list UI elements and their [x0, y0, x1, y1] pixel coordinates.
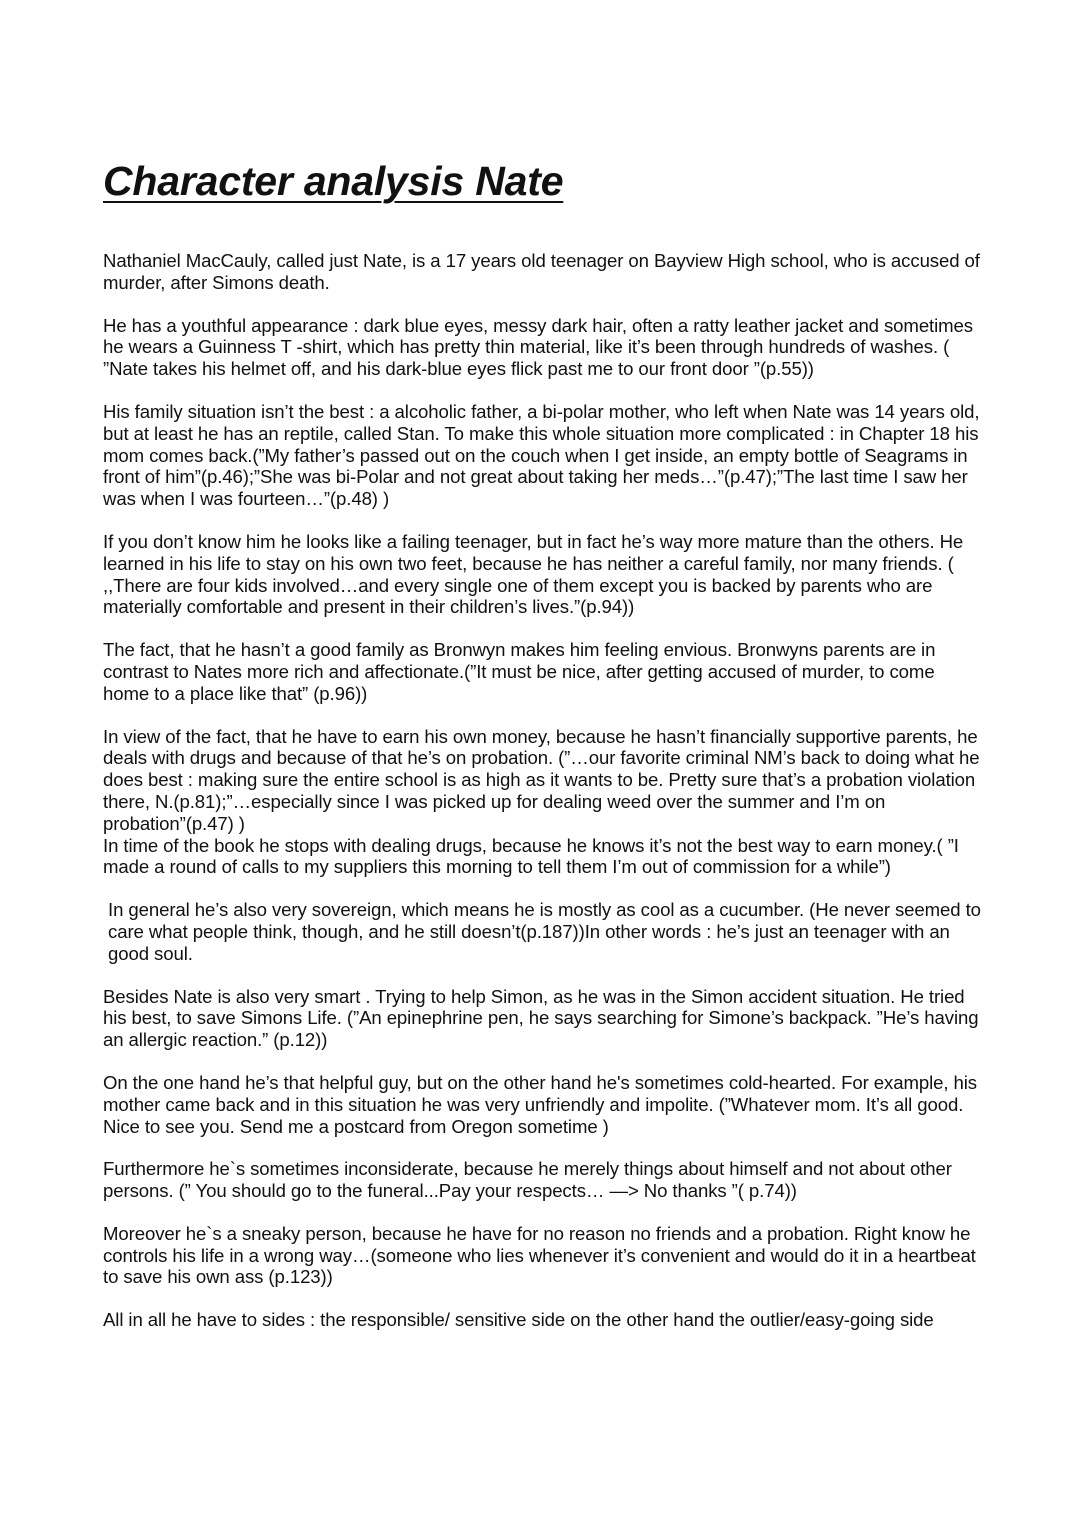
paragraph-family-situation: His family situation isn’t the best : a alcoholic father, a bi-polar mother, who left when Nate was 14 years old, but at least he has an reptile, called Stan. To make this whole situation more complicated : in Chapter 18 his mom comes back.(”My father’s passed out on the couch when I get inside, an empty bottle of Seagrams in front of him”(p.46);”She was bi-Polar and not great about taking her meds…”(p.47);”The last time I saw her was when I was fourteen…”(p.48) ) — [103, 400, 980, 510]
paragraph-maturity: If you don’t know him he looks like a failing teenager, but in fact he’s way more mature than the others. He learned in his life to stay on his own two feet, because he has neither a careful family, nor many friends. ( ,,There are four kids involved…and every single one of them except you is backed by parents who are materially comfortable and present in their children’s lives.”(p.94)) — [103, 530, 964, 618]
paragraph-appearance: He has a youthful appearance : dark blue eyes, messy dark hair, often a ratty leather jacket and sometimes he wears a Guinness T -shirt, which has pretty thin material, like it’s been through hundreds of washes. ( ”Nate takes his helmet off, and his dark-blue eyes flick past me to our front door ”(p.55)) — [103, 314, 973, 380]
paragraph-cold-hearted: On the one hand he’s that helpful guy, but on the other hand he's sometimes cold-hearted. For example, his mother came back and in this situation he was very unfriendly and impolite. (”Whatever mom. It’s all good. Nice to see you. Send me a postcard from Oregon sometime ) — [103, 1071, 977, 1137]
paragraph-introduction: Nathaniel MacCauly, called just Nate, is a 17 years old teenager on Bayview High school, who is accused of murder, after Simons death. — [103, 250, 980, 293]
document-title: Character analysis Nate — [103, 158, 564, 204]
paragraph-sovereign: In general he’s also very sovereign, which means he is mostly as cool as a cucumber. (He never seemed to care what people think, though, and he still doesn’t(p.187))In other words : he’s just an teenager with an good soul. — [108, 899, 981, 964]
paragraph-stops-dealing: In time of the book he stops with dealing drugs, because he knows it’s not the best way to earn money.( ”I made a round of calls to my suppliers this morning to tell them I’m out of commission for a while”) — [103, 834, 959, 878]
paragraph-envy: The fact, that he hasn’t a good family as Bronwyn makes him feeling envious. Bronwyns parents are in contrast to Nates more rich and affectionate.(”It must be nice, after getting accused of murder, to come home to a place like that” (p.96)) — [103, 639, 936, 704]
paragraph-drugs-probation: In view of the fact, that he have to earn his own money, because he hasn’t financially supportive parents, he deals with drugs and because of that he’s on probation. (”…our favorite criminal NM’s back to doing what he does best : making sure the entire school is as high as it wants to be. Pretty sure that’s a probation violation there, N.(p.81);”…especially since I was picked up for dealing weed over the summer and I’m on probation”(p.47) ) — [103, 725, 980, 834]
paragraph-smart: Besides Nate is also very smart . Trying to help Simon, as he was in the Simon accident situation. He tried his best, to save Simons Life. (”An epinephrine pen, he says searching for Simone’s backpack. ”He’s having an allergic reaction.” (p.12)) — [103, 985, 979, 1051]
paragraph-inconsiderate: Furthermore he`s sometimes inconsiderate, because he merely things about himself and not about other persons. (” You should go to the funeral...Pay your respects… —> No thanks ”( p.74)) — [103, 1158, 952, 1202]
document-body — [103, 250, 983, 1352]
paragraph-conclusion: All in all he have to sides : the responsible/ sensitive side on the other hand the outlier/easy-going side — [103, 1309, 934, 1331]
paragraph-sneaky: Moreover he`s a sneaky person, because he have for no reason no friends and a probation. Right know he controls his life in a wrong way…(someone who lies whenever it’s convenient and would do it in a heartbeat to save his own ass (p.123)) — [103, 1222, 976, 1288]
